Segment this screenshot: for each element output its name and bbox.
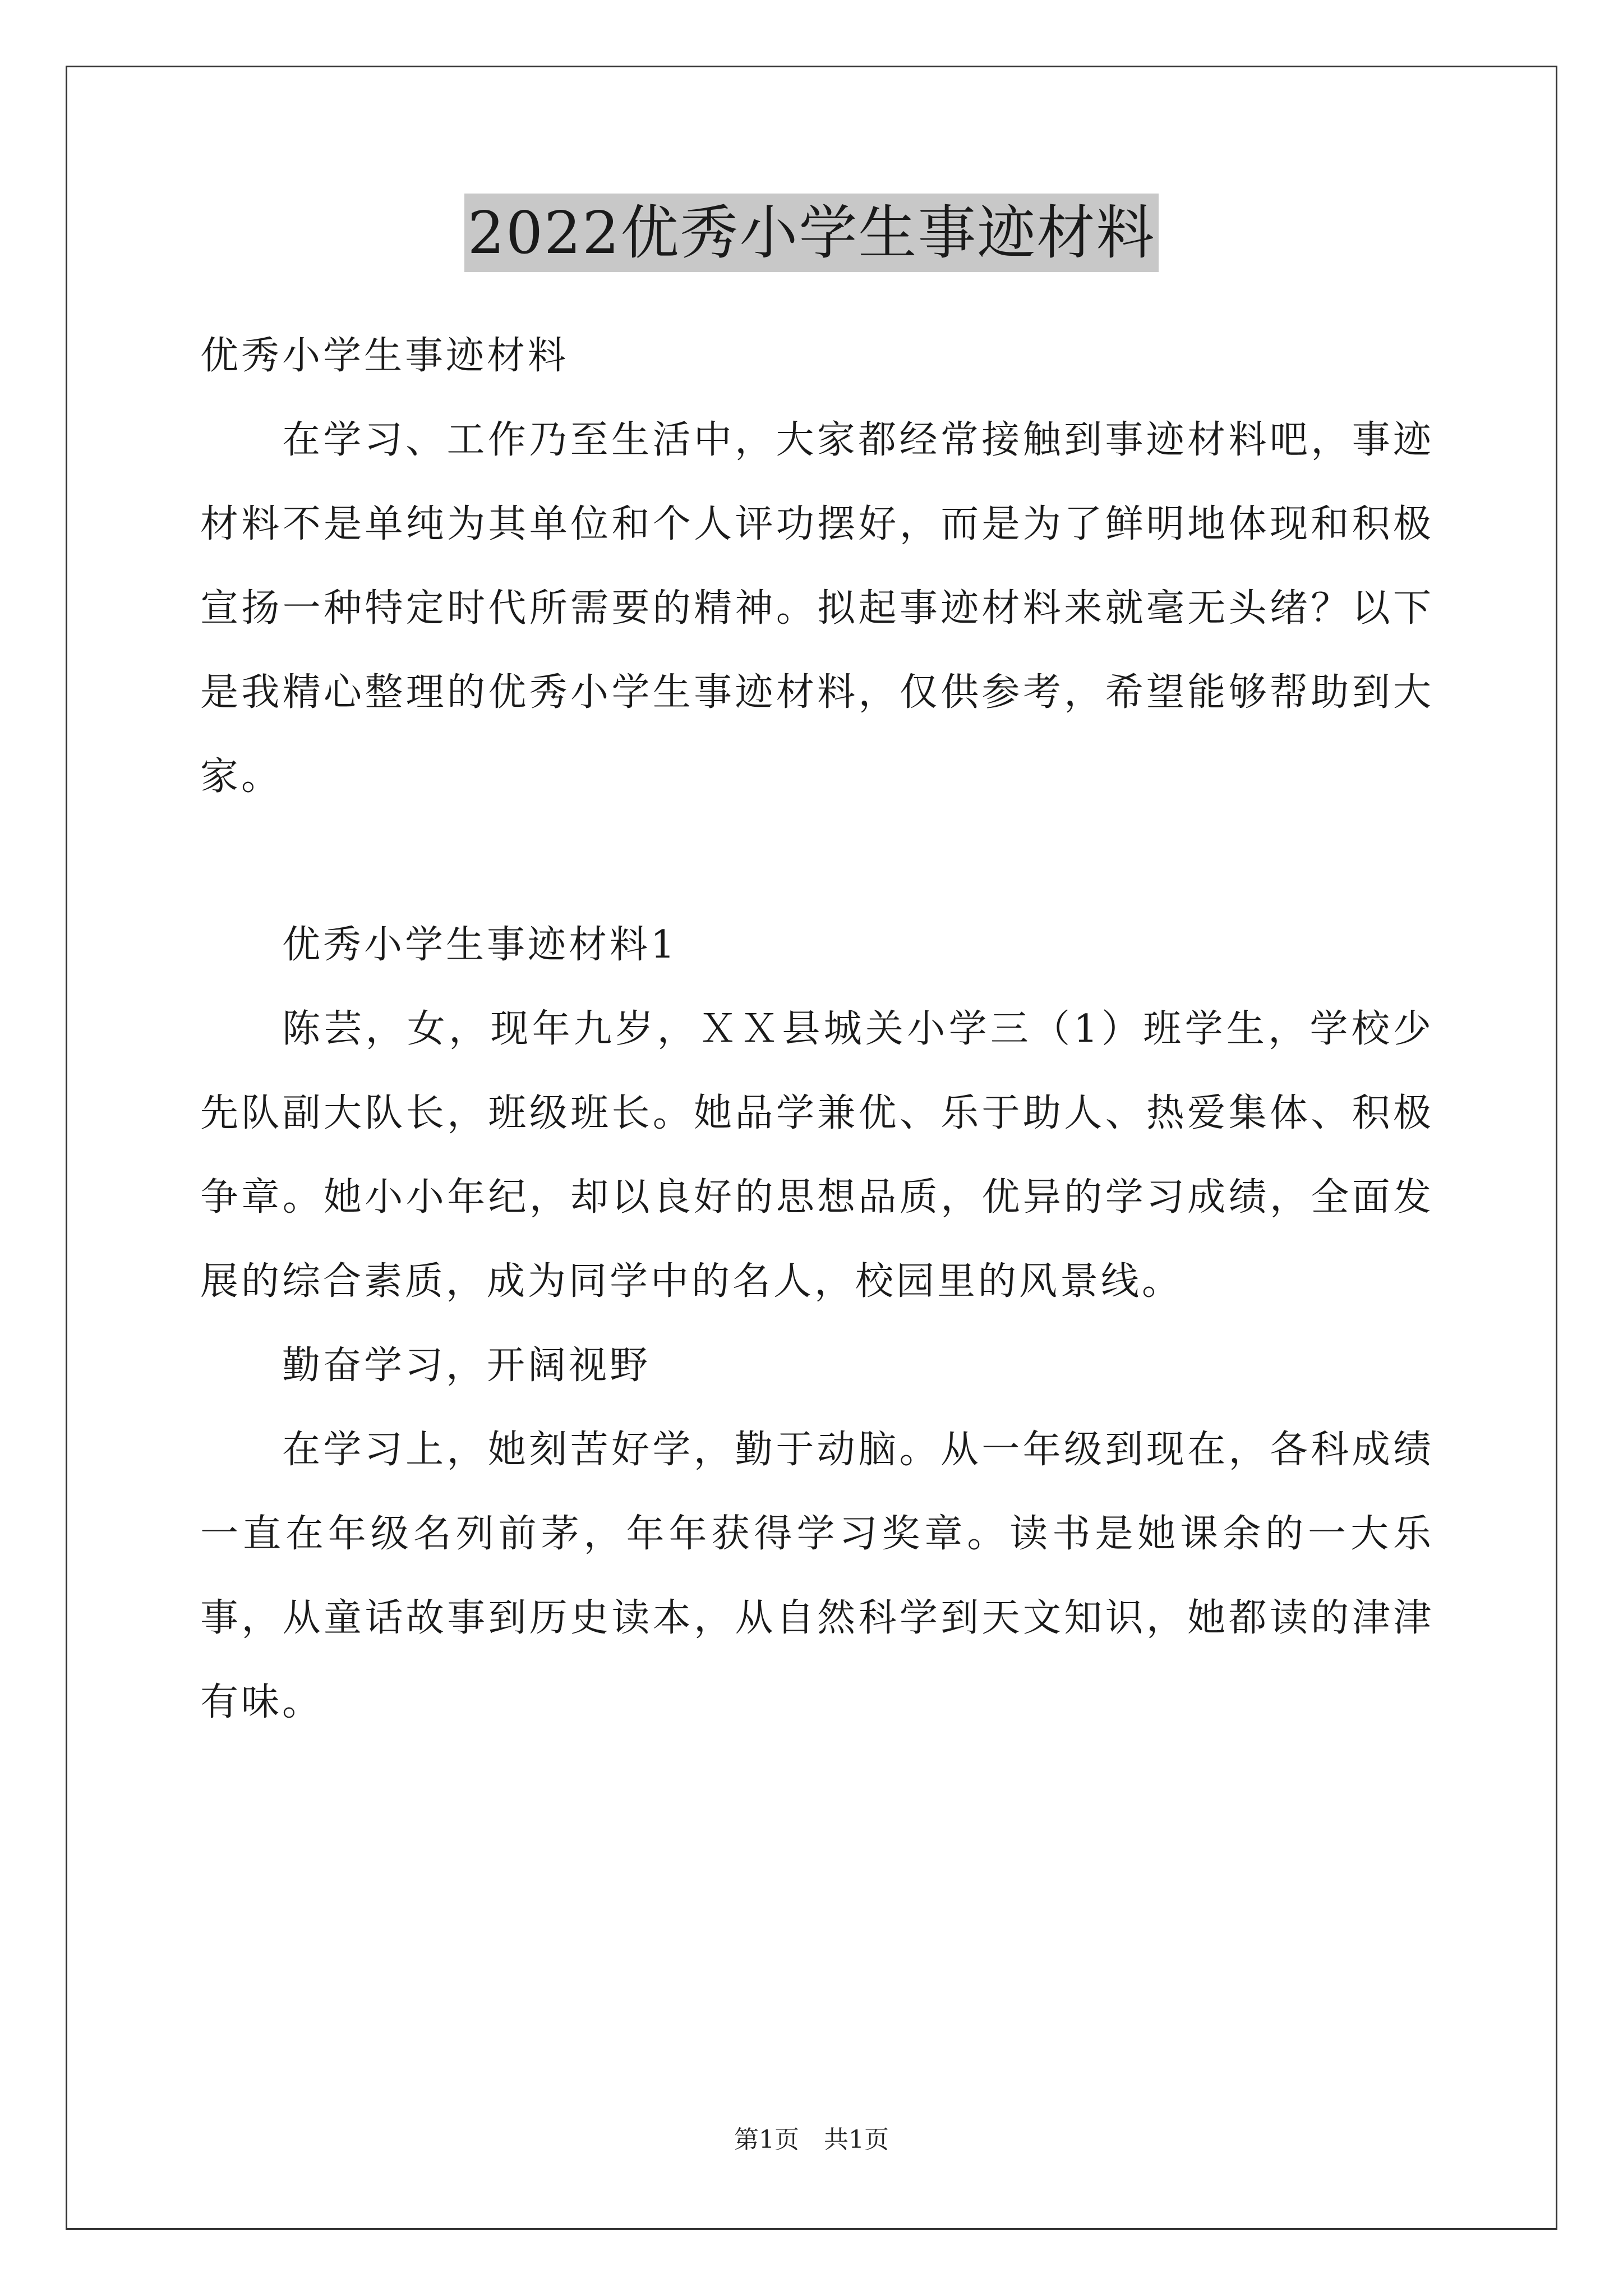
document-body <box>200 314 1434 1745</box>
page-total: 共1页 <box>824 2125 889 2154</box>
paragraph-spacer <box>200 819 1434 903</box>
section-heading: 优秀小学生事迹材料1 <box>282 923 678 967</box>
title-container <box>0 194 1623 272</box>
intro-paragraph: 在学习、工作乃至生活中，大家都经常接触到事迹材料吧，事迹材料不是单纯为其单位和个人评功摆好，而是为了鲜明地体现和积极宣扬一种特定时代所需要的精神。拟起事迹材料来就毫无头绪？以下是我精心整理的优秀小学生事迹材料，仅供参考，希望能够帮助到大家。 <box>200 418 1434 799</box>
page-footer <box>0 2119 1623 2155</box>
document-title: 2022优秀小学生事迹材料 <box>464 194 1159 272</box>
section-paragraph-2: 在学习上，她刻苦好学，勤于动脑。从一年级到现在，各科成绩一直在年级名列前茅，年年获得学习奖章。读书是她课余的一大乐事，从童话故事到历史读本，从自然科学到天文知识，她都读的津津有味。 <box>200 1428 1434 1724</box>
page-number: 第1页 <box>734 2125 799 2154</box>
document-subtitle: 优秀小学生事迹材料 <box>200 334 569 378</box>
section-paragraph-1: 陈芸，女，现年九岁，ＸＸ县城关小学三（1）班学生，学校少先队副大队长，班级班长。她品学兼优、乐于助人、热爱集体、积极争章。她小小年纪，却以良好的思想品质，优异的学习成绩，全面发展的综合素质，成为同学中的名人，校园里的风景线。 <box>200 1007 1434 1304</box>
sub-heading: 勤奋学习，开阔视野 <box>282 1343 651 1388</box>
